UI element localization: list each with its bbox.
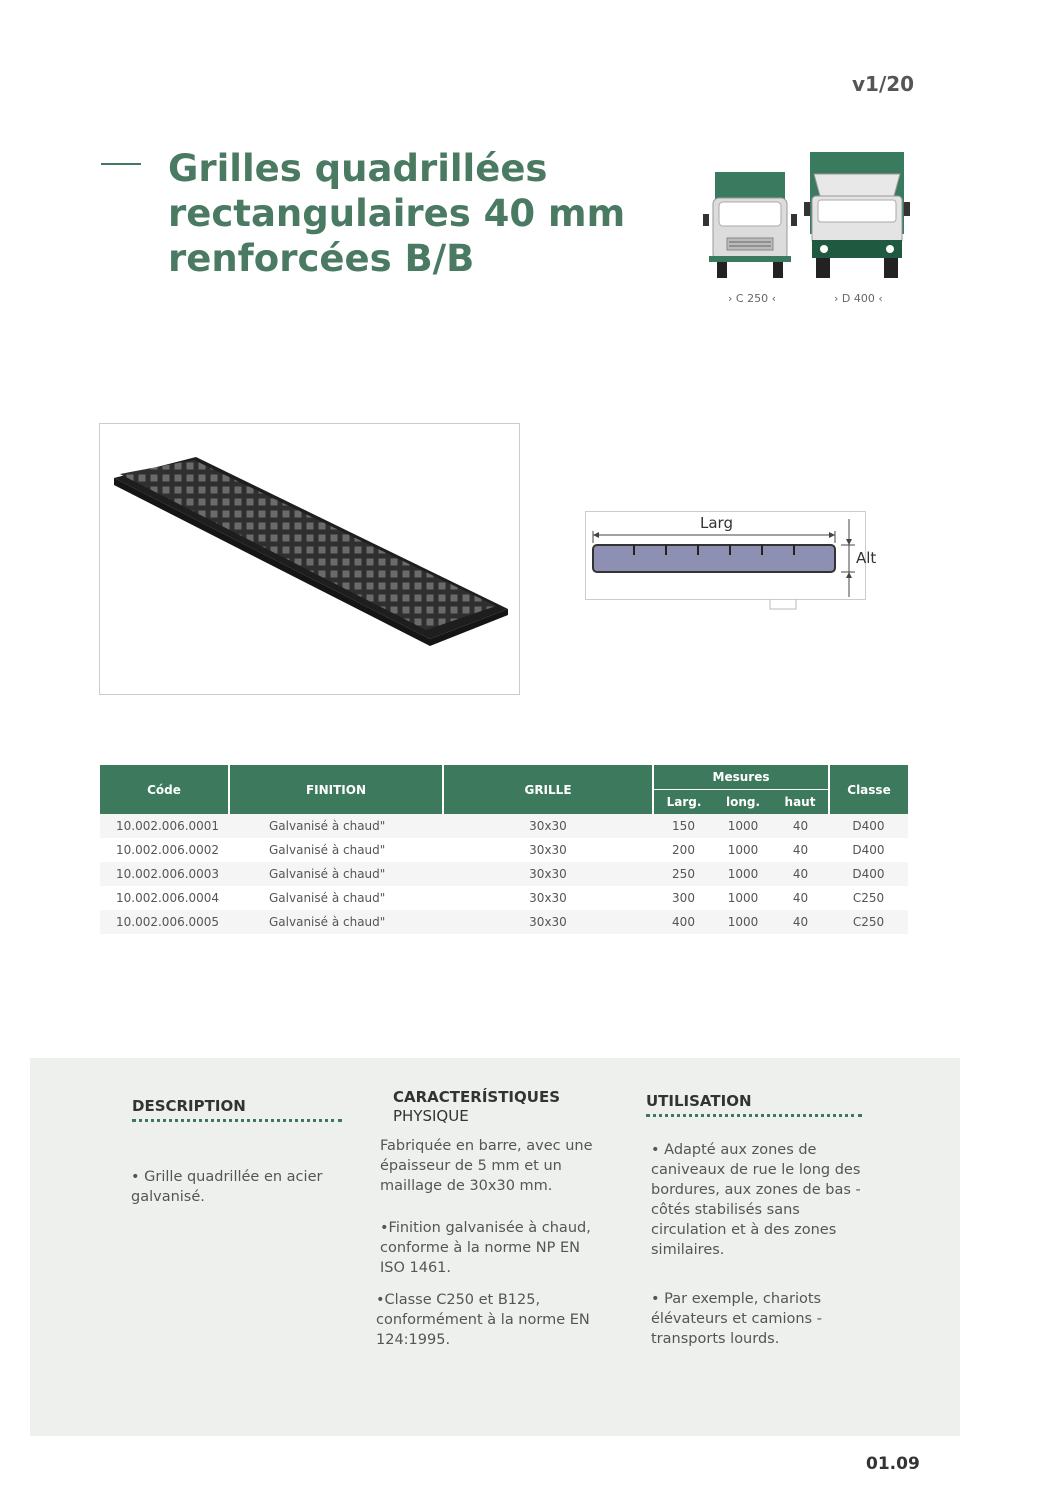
cell-code: 10.002.006.0002 xyxy=(116,843,220,857)
page-number: 01.09 xyxy=(866,1454,920,1474)
truck-c250-label: › C 250 ‹ xyxy=(728,292,776,305)
characteristics-heading-line-2: PHYSIQUE xyxy=(393,1107,469,1125)
table-row xyxy=(100,862,908,886)
header-grid: GRILLE xyxy=(443,765,653,814)
truck-d400-label: › D 400 ‹ xyxy=(834,292,883,305)
table-row xyxy=(100,886,908,910)
description-text: • Grille quadrillée en acier galvanisé. xyxy=(131,1169,323,1205)
truck-c250-icon xyxy=(703,168,799,284)
title-dash xyxy=(101,163,141,165)
cell-class: D400 xyxy=(829,862,908,886)
cell-width: 300 xyxy=(672,891,695,905)
characteristics-text-1: Fabriquée en barre, avec une épaisseur de 5 mm et un maillage de 30x30 mm. xyxy=(380,1138,593,1194)
description-divider xyxy=(132,1119,342,1122)
cell-class: D400 xyxy=(852,843,885,857)
characteristics-heading-line-1: CARACTERÍSTIQUES xyxy=(393,1088,560,1106)
cell-width: 200 xyxy=(672,843,695,857)
width-dimension-label: Larg xyxy=(700,514,733,532)
cell-class: C250 xyxy=(829,910,908,934)
cell-width: 250 xyxy=(653,862,714,886)
cell-grid: 30x30 xyxy=(529,891,567,905)
cell-height: 40 xyxy=(792,843,809,857)
cell-finish: Galvanisé à chaud" xyxy=(229,862,443,886)
version-label: v1/20 xyxy=(852,72,915,96)
height-dimension-label: Alt xyxy=(856,549,877,567)
usage-text-2: • Par exemple, chariots élévateurs et camions - transports lourds. xyxy=(651,1291,822,1347)
cell-height: 40 xyxy=(792,891,809,905)
product-photo-frame xyxy=(99,423,520,695)
title-line-3: renforcées B/B xyxy=(168,237,475,280)
cell-height: 40 xyxy=(772,862,829,886)
cell-code: 10.002.006.0005 xyxy=(100,910,229,934)
header-code: Códe xyxy=(100,765,229,814)
cell-height: 40 xyxy=(772,814,829,838)
cell-length: 1000 xyxy=(714,910,772,934)
cell-grid: 30x30 xyxy=(529,843,567,857)
cell-length: 1000 xyxy=(727,843,759,857)
cell-class: D400 xyxy=(829,814,908,838)
cell-width: 150 xyxy=(653,814,714,838)
characteristics-text-3: •Classe C250 et B125, conformément à la norme EN 124:1995. xyxy=(376,1292,590,1348)
header-width: Larg. xyxy=(653,790,714,815)
header-height: haut xyxy=(772,790,829,815)
truck-d400-icon xyxy=(804,150,910,284)
cell-finish: Galvanisé à chaud" xyxy=(269,891,386,905)
description-heading: DESCRIPTION xyxy=(132,1097,246,1115)
cell-code: 10.002.006.0003 xyxy=(100,862,229,886)
cell-length: 1000 xyxy=(714,814,772,838)
header-measures: Mesures xyxy=(653,765,829,790)
header-class: Classe xyxy=(829,765,908,814)
table-row xyxy=(100,910,908,934)
header-length: long. xyxy=(714,790,772,815)
usage-text-1: • Adapté aux zones de caniveaux de rue le long des bordures, aux zones de bas -côtés stabilisés sans circulation et à des zones similaires. xyxy=(651,1142,861,1258)
characteristics-heading xyxy=(393,1088,560,1126)
usage-heading: UTILISATION xyxy=(646,1092,752,1110)
cell-height: 40 xyxy=(772,910,829,934)
cell-finish: Galvanisé à chaud" xyxy=(229,910,443,934)
cell-width: 400 xyxy=(653,910,714,934)
specs-table xyxy=(100,765,908,934)
characteristics-text-2: •Finition galvanisée à chaud, conforme à la norme NP EN ISO 1461. xyxy=(380,1220,591,1276)
cell-length: 1000 xyxy=(727,891,759,905)
cell-code: 10.002.006.0004 xyxy=(116,891,220,905)
cell-finish: Galvanisé à chaud" xyxy=(229,814,443,838)
grating-image xyxy=(100,424,519,694)
page-title xyxy=(168,146,625,281)
title-line-2: rectangulaires 40 mm xyxy=(168,192,626,235)
cell-code: 10.002.006.0001 xyxy=(100,814,229,838)
table-row xyxy=(100,814,908,838)
cross-section-diagram xyxy=(585,511,885,613)
cell-length: 1000 xyxy=(714,862,772,886)
title-line-1: Grilles quadrillées xyxy=(168,147,548,190)
cell-class: C250 xyxy=(852,891,885,905)
cell-grid: 30x30 xyxy=(443,910,653,934)
cell-grid: 30x30 xyxy=(443,814,653,838)
cell-grid: 30x30 xyxy=(443,862,653,886)
cell-finish: Galvanisé à chaud" xyxy=(269,843,386,857)
table-row xyxy=(100,838,908,862)
usage-divider xyxy=(646,1114,862,1117)
header-finish: FINITION xyxy=(229,765,443,814)
